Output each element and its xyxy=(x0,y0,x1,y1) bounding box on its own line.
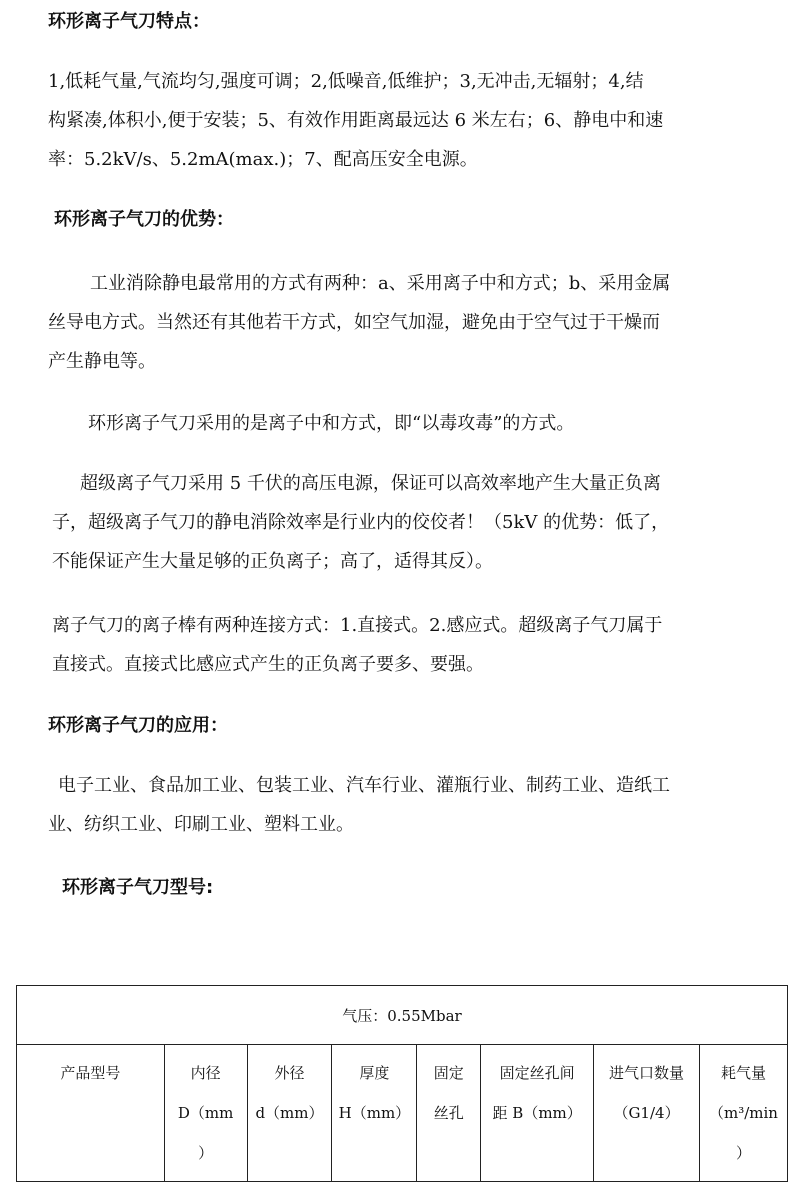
col-header-inlet-count xyxy=(594,1045,700,1182)
col-header-text: 丝孔 xyxy=(433,1104,464,1122)
text-line: 不能保证产生大量足够的正负离子；高了，适得其反）。 xyxy=(52,551,493,572)
text-line: 离子气刀的离子棒有两种连接方式：1.直接式。2.感应式。超级离子气刀属于 xyxy=(52,615,663,636)
col-header-text: 内径 xyxy=(190,1064,221,1082)
text-line: 产生静电等。 xyxy=(48,351,156,372)
col-header-air-consumption xyxy=(699,1045,787,1182)
text-line: 工业消除静电最常用的方式有两种：a、采用离子中和方式；b、采用金属 xyxy=(90,273,671,294)
text-line: 环形离子气刀采用的是离子中和方式，即“以毒攻毒”的方式。 xyxy=(88,413,575,434)
table-row-headers xyxy=(17,1045,788,1182)
text-line: 构紧凑,体积小,便于安装；5、有效作用距离最远达 6 米左右；6、静电中和速 xyxy=(48,110,664,131)
section-heading-applications: 环形离子气刀的应用： xyxy=(48,715,228,736)
pressure-cell: 气压：0.55Mbar xyxy=(17,986,788,1045)
col-header-text: 外径 xyxy=(274,1064,305,1082)
paragraph-advantages-1 xyxy=(48,264,670,381)
col-header-text: ） xyxy=(198,1144,214,1162)
text-line: 丝导电方式。当然还有其他若干方式，如空气加湿，避免由于空气过于干燥而 xyxy=(48,312,660,333)
paragraph-advantages-3 xyxy=(52,464,669,581)
col-header-text: 固定丝孔间 xyxy=(499,1064,575,1082)
col-header-text: （G1/4） xyxy=(613,1104,680,1122)
col-header-text: 厚度 xyxy=(359,1064,390,1082)
text-line: 业、纺织工业、印刷工业、塑料工业。 xyxy=(48,814,354,835)
col-header-fixing-hole xyxy=(417,1045,481,1182)
paragraph-advantages-2 xyxy=(88,404,574,443)
col-header-text: 产品型号 xyxy=(60,1064,121,1082)
paragraph-advantages-4 xyxy=(52,606,662,684)
col-header-thickness xyxy=(332,1045,417,1182)
text-line: 1,低耗气量,气流均匀,强度可调；2,低噪音,低维护；3,无冲击,无辐射；4,结 xyxy=(48,71,644,92)
col-header-text: 固定 xyxy=(433,1064,464,1082)
model-spec-table xyxy=(16,985,788,1182)
text-line: 电子工业、食品加工业、包装工业、汽车行业、灌瓶行业、制药工业、造纸工 xyxy=(58,775,670,796)
col-header-inner-diameter xyxy=(164,1045,247,1182)
text-line: 子，超级离子气刀的静电消除效率是行业内的佼佼者！（5kV 的优势：低了， xyxy=(52,512,670,533)
section-heading-models: 环形离子气刀型号: xyxy=(62,877,214,898)
section-heading-features: 环形离子气刀特点： xyxy=(48,11,210,32)
col-header-text: 耗气量 xyxy=(720,1064,766,1082)
col-header-model xyxy=(17,1045,165,1182)
col-header-outer-diameter xyxy=(247,1045,332,1182)
col-header-text: ） xyxy=(735,1144,751,1162)
col-header-text: 进气口数量 xyxy=(609,1064,685,1082)
paragraph-applications xyxy=(48,766,670,844)
col-header-hole-spacing xyxy=(481,1045,594,1182)
col-header-text: 距 B（mm） xyxy=(492,1104,582,1122)
text-line: 直接式。直接式比感应式产生的正负离子要多、要强。 xyxy=(52,654,484,675)
col-header-text: d（mm） xyxy=(255,1104,324,1122)
col-header-text: H（mm） xyxy=(338,1104,411,1122)
text-line: 率：5.2kV/s、5.2mA(max.)；7、配高压安全电源。 xyxy=(48,149,478,170)
table-row-pressure xyxy=(17,986,788,1045)
col-header-text: （m³/min xyxy=(708,1104,778,1122)
col-header-text: D（mm xyxy=(177,1104,234,1122)
section-heading-advantages: 环形离子气刀的优势： xyxy=(54,209,234,230)
paragraph-features xyxy=(48,62,663,179)
text-line: 超级离子气刀采用 5 千伏的高压电源，保证可以高效率地产生大量正负离 xyxy=(80,473,661,494)
